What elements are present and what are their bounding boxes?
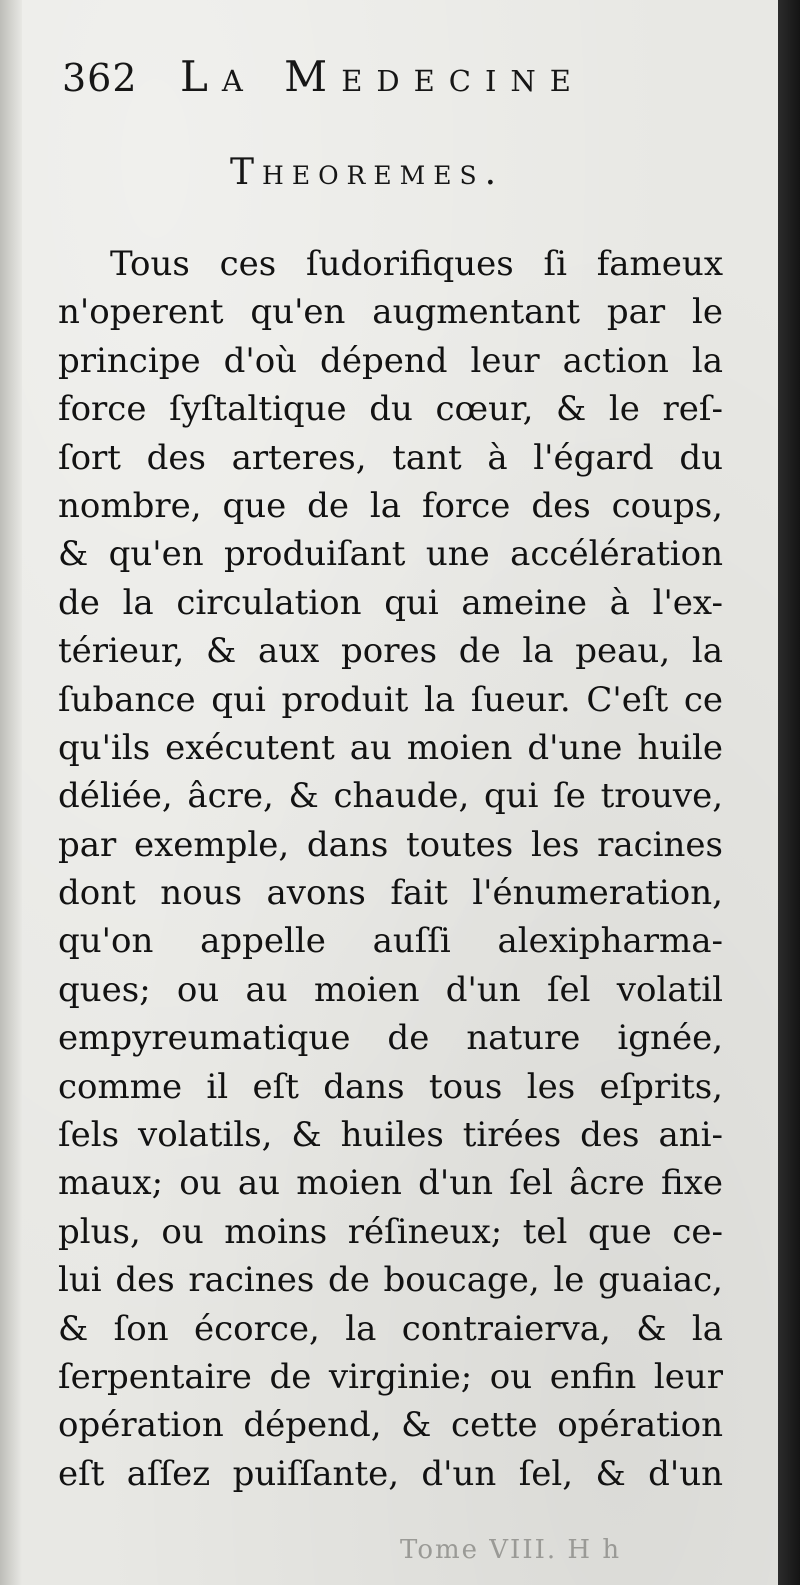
text-line: comme il eſt dans tous les eſprits, [58, 1066, 723, 1107]
text-line: ſort des arteres, tant à l'égard du [58, 437, 723, 478]
text-line: force ſyſtaltique du cœur, & le reſ- [58, 389, 723, 430]
text-line: ſerpentaire de virginie; ou enfin leur [58, 1356, 723, 1397]
page-header [62, 48, 722, 108]
text-line: ques; ou au moien d'un ſel volatil [58, 969, 723, 1010]
page-number: 362 [62, 56, 138, 100]
body-paragraph [58, 240, 723, 1498]
text-line: principe d'où dépend leur action la [58, 340, 723, 381]
text-line: par exemple, dans toutes les racines [58, 824, 723, 865]
text-line: n'operent qu'en augmentant par le [58, 292, 723, 333]
text-line: Tous ces ſudorifiques ſi fameux [110, 244, 723, 284]
book-edge-shadow [778, 0, 800, 1585]
text-line: de la circulation qui ameine à l'ex- [58, 582, 723, 623]
text-line: qu'ils exécutent au moien d'une huile [58, 727, 723, 768]
text-line: ſubance qui produit la ſueur. C'eſt ce [58, 679, 723, 720]
page-footer: Tome VIII. H h [400, 1535, 622, 1565]
running-title: La Medecine [180, 52, 585, 101]
page-spine-shadow [0, 0, 22, 1585]
text-line: empyreumatique de nature ignée, [58, 1018, 723, 1059]
text-line: eſt aſſez puiſſante, d'un ſel, & d'un [58, 1453, 723, 1494]
text-line: qu'on appelle auſſi alexipharma- [58, 921, 723, 962]
text-line: & ſon écorce, la contraierva, & la [58, 1308, 723, 1349]
text-line: dont nous avons fait l'énumeration, [58, 873, 723, 914]
text-line: térieur, & aux pores de la peau, la [58, 631, 723, 672]
text-line: ſels volatils, & huiles tirées des ani- [58, 1115, 723, 1156]
text-line: maux; ou au moien d'un ſel âcre fixe [58, 1163, 723, 1204]
text-line: & qu'en produiſant une accélération [58, 534, 723, 575]
text-line: plus, ou moins réſineux; tel que ce- [58, 1211, 723, 1252]
text-line: opération dépend, & cette opération [58, 1405, 723, 1446]
text-line: déliée, âcre, & chaude, qui ſe trouve, [58, 776, 723, 817]
text-line: lui des racines de boucage, le guaiac, [58, 1260, 723, 1301]
text-line: nombre, que de la force des coups, [58, 485, 723, 526]
section-heading: Theoremes. [230, 152, 505, 193]
